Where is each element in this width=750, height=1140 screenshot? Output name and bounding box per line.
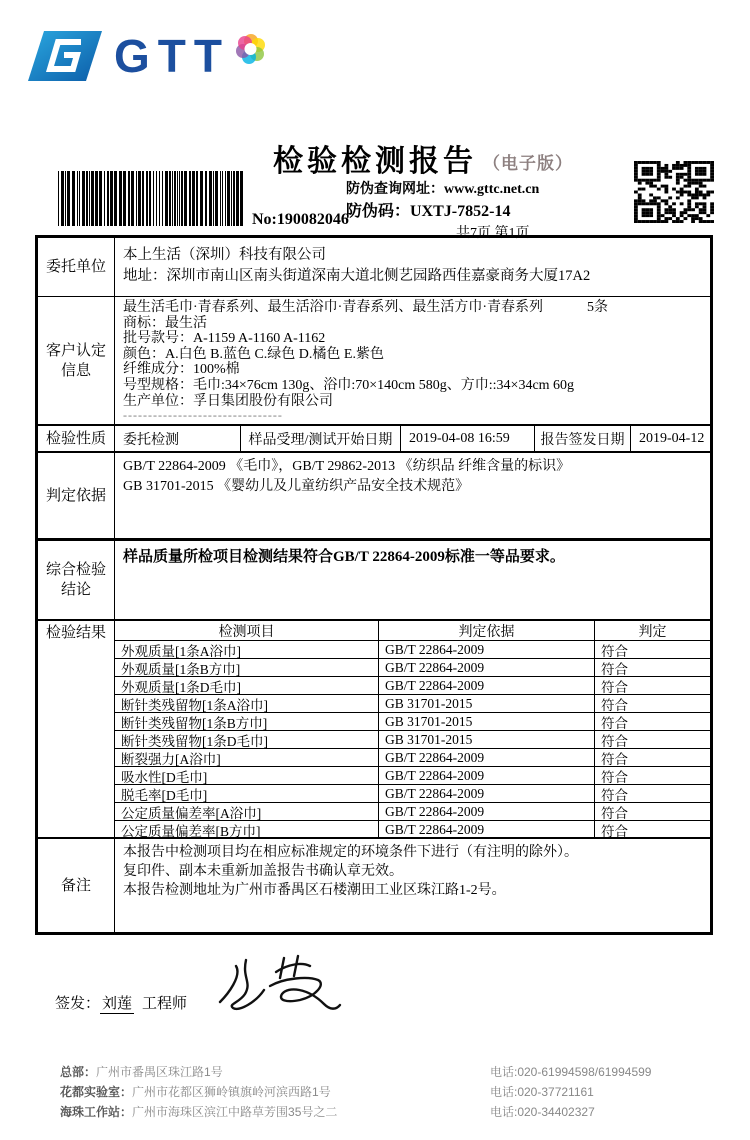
signer-title: 工程师 [142, 996, 188, 1012]
col-basis: 判定依据 [379, 621, 595, 640]
basis-line: GB/T 22864-2009 《毛巾》，GB/T 29862-2013 《纺织品 纤维含量的标识》 [123, 459, 571, 474]
client-address: 地址：深圳市南山区南头街道深南大道北侧艺园路西佳嘉豪商务大厦17A2 [123, 268, 591, 284]
row-client-label: 委托单位 [38, 238, 115, 296]
row-inspection-type [38, 426, 710, 453]
sample-line: 商标：最生活 [123, 315, 207, 331]
pinwheel-icon [234, 32, 268, 66]
footer-lab-label: 花都实验室： [60, 1085, 133, 1099]
result-row: 公定质量偏差率[A浴巾] GB/T 22864-2009 符合 [115, 803, 710, 821]
report-number: No:190082046 [252, 211, 349, 228]
sample-line: 颜色：A.白色 B.蓝色 C.绿色 D.橘色 E.紫色 [123, 346, 384, 362]
logo-g-icon [28, 30, 102, 82]
row-remarks [38, 839, 710, 932]
col-test-item: 检测项目 [115, 621, 379, 640]
signature-block [55, 992, 187, 1013]
sample-line: 批号款号：A-1159 A-1160 A-1162 [123, 331, 326, 347]
footer-hq-address: 广州市番禺区珠江路1号 [96, 1065, 223, 1079]
client-company: 本上生活（深圳）科技有限公司 [123, 247, 326, 263]
footer-row [60, 1062, 710, 1082]
barcode [58, 171, 248, 226]
footer-hq-label: 总部： [60, 1065, 97, 1079]
issue-date-label: 报告签发日期 [535, 426, 631, 451]
verify-url: 防伪查询网址：www.gttc.net.cn [346, 182, 540, 197]
inspection-type-value: 委托检测 [115, 426, 241, 451]
col-judgement: 判定 [638, 624, 667, 640]
report-title: 检验检测报告 [273, 145, 477, 178]
handwritten-signature [212, 950, 342, 1022]
footer-station-phone: 电话:020-34402327 [490, 1105, 595, 1119]
footer-lab-phone: 电话:020-37721161 [490, 1085, 594, 1099]
row-inspection-label: 检验性质 [38, 426, 115, 451]
signature-label: 签发： [55, 996, 101, 1012]
results-header [115, 621, 710, 641]
issue-date-value: 2019-04-12 [639, 430, 705, 446]
sample-line: 号型规格：毛巾:34×76cm 130g、浴巾:70×140cm 580g、方巾::34×34cm 60g [123, 377, 575, 393]
remark-line: 本报告检测地址为广州市番禺区石楼潮田工业区珠江路1-2号。 [123, 883, 506, 898]
report-edition: （电子版） [483, 154, 573, 173]
sample-quantity: 5条 [587, 300, 608, 315]
verify-code: 防伪码：UXTJ-7852-14 [346, 203, 511, 220]
row-sample-info [38, 297, 710, 426]
row-basis-label: 判定依据 [38, 453, 115, 538]
receive-date-value: 2019-04-08 16:59 [401, 426, 535, 451]
conclusion-text: 样品质量所检项目检测结果符合GB/T 22864-2009标准一等品要求。 [123, 549, 565, 565]
row-client [38, 238, 710, 297]
logo [28, 30, 268, 82]
row-conclusion-label: 综合检验结论 [38, 541, 115, 619]
footer-hq-phone: 电话:020-61994598/61994599 [490, 1065, 652, 1079]
sample-line: 生产单位：孚日集团股份有限公司 [123, 393, 333, 409]
logo-text: GTT [114, 30, 230, 82]
footer [60, 1062, 710, 1122]
result-row: 脱毛率[D毛巾] GB/T 22864-2009 符合 [115, 785, 710, 803]
row-conclusion [38, 541, 710, 621]
row-remarks-label: 备注 [38, 839, 115, 932]
result-row: 吸水性[D毛巾] GB/T 22864-2009 符合 [115, 767, 710, 785]
result-row: 公定质量偏差率[B方巾] GB/T 22864-2009 符合 [115, 821, 710, 839]
row-judgement-basis [38, 453, 710, 541]
result-row: 外观质量[1条D毛巾] GB/T 22864-2009 符合 [115, 677, 710, 695]
results-table [115, 621, 710, 837]
sample-line: 纤维成分：100%棉 [123, 362, 240, 378]
page-info: 共7页 第1页 [456, 226, 530, 241]
footer-row [60, 1102, 710, 1122]
footer-row [60, 1082, 710, 1102]
remarks-content [115, 839, 710, 932]
remark-line: 复印件、副本未重新加盖报告书确认章无效。 [123, 864, 403, 879]
sample-content [115, 297, 710, 424]
result-row: 断针类残留物[1条D毛巾] GB 31701-2015 符合 [115, 731, 710, 749]
result-row: 断裂强力[A浴巾] GB/T 22864-2009 符合 [115, 749, 710, 767]
result-row: 外观质量[1条B方巾] GB/T 22864-2009 符合 [115, 659, 710, 677]
result-row: 断针类残留物[1条A浴巾] GB 31701-2015 符合 [115, 695, 710, 713]
sample-product-line: 最生活毛巾·青春系列、最生活浴巾·青春系列、最生活方巾·青春系列 5条 [123, 300, 608, 315]
client-content [115, 238, 710, 296]
row-results [38, 621, 710, 839]
sample-divider: -------------------------------- [123, 408, 283, 423]
footer-station-label: 海珠工作站： [60, 1105, 133, 1119]
footer-lab-address: 广州市花都区狮岭镇旗岭河滨西路1号 [132, 1085, 331, 1099]
result-row: 外观质量[1条A浴巾] GB/T 22864-2009 符合 [115, 641, 710, 659]
basis-content [115, 453, 710, 538]
report-table [35, 235, 713, 935]
row-sample-label: 客户认定信息 [38, 297, 115, 424]
qr-code [634, 161, 714, 223]
row-results-label: 检验结果 [38, 621, 115, 837]
result-row: 断针类残留物[1条B方巾] GB 31701-2015 符合 [115, 713, 710, 731]
receive-date-label: 样品受理/测试开始日期 [241, 426, 401, 451]
remark-line: 本报告中检测项目均在相应标准规定的环境条件下进行（有注明的除外）。 [123, 845, 578, 860]
footer-station-address: 广州市海珠区滨江中路草芳围35号之二 [132, 1105, 338, 1119]
basis-line: GB 31701-2015 《婴幼儿及儿童纺织产品安全技术规范》 [123, 479, 470, 494]
signer-name: 刘莲 [102, 996, 133, 1012]
